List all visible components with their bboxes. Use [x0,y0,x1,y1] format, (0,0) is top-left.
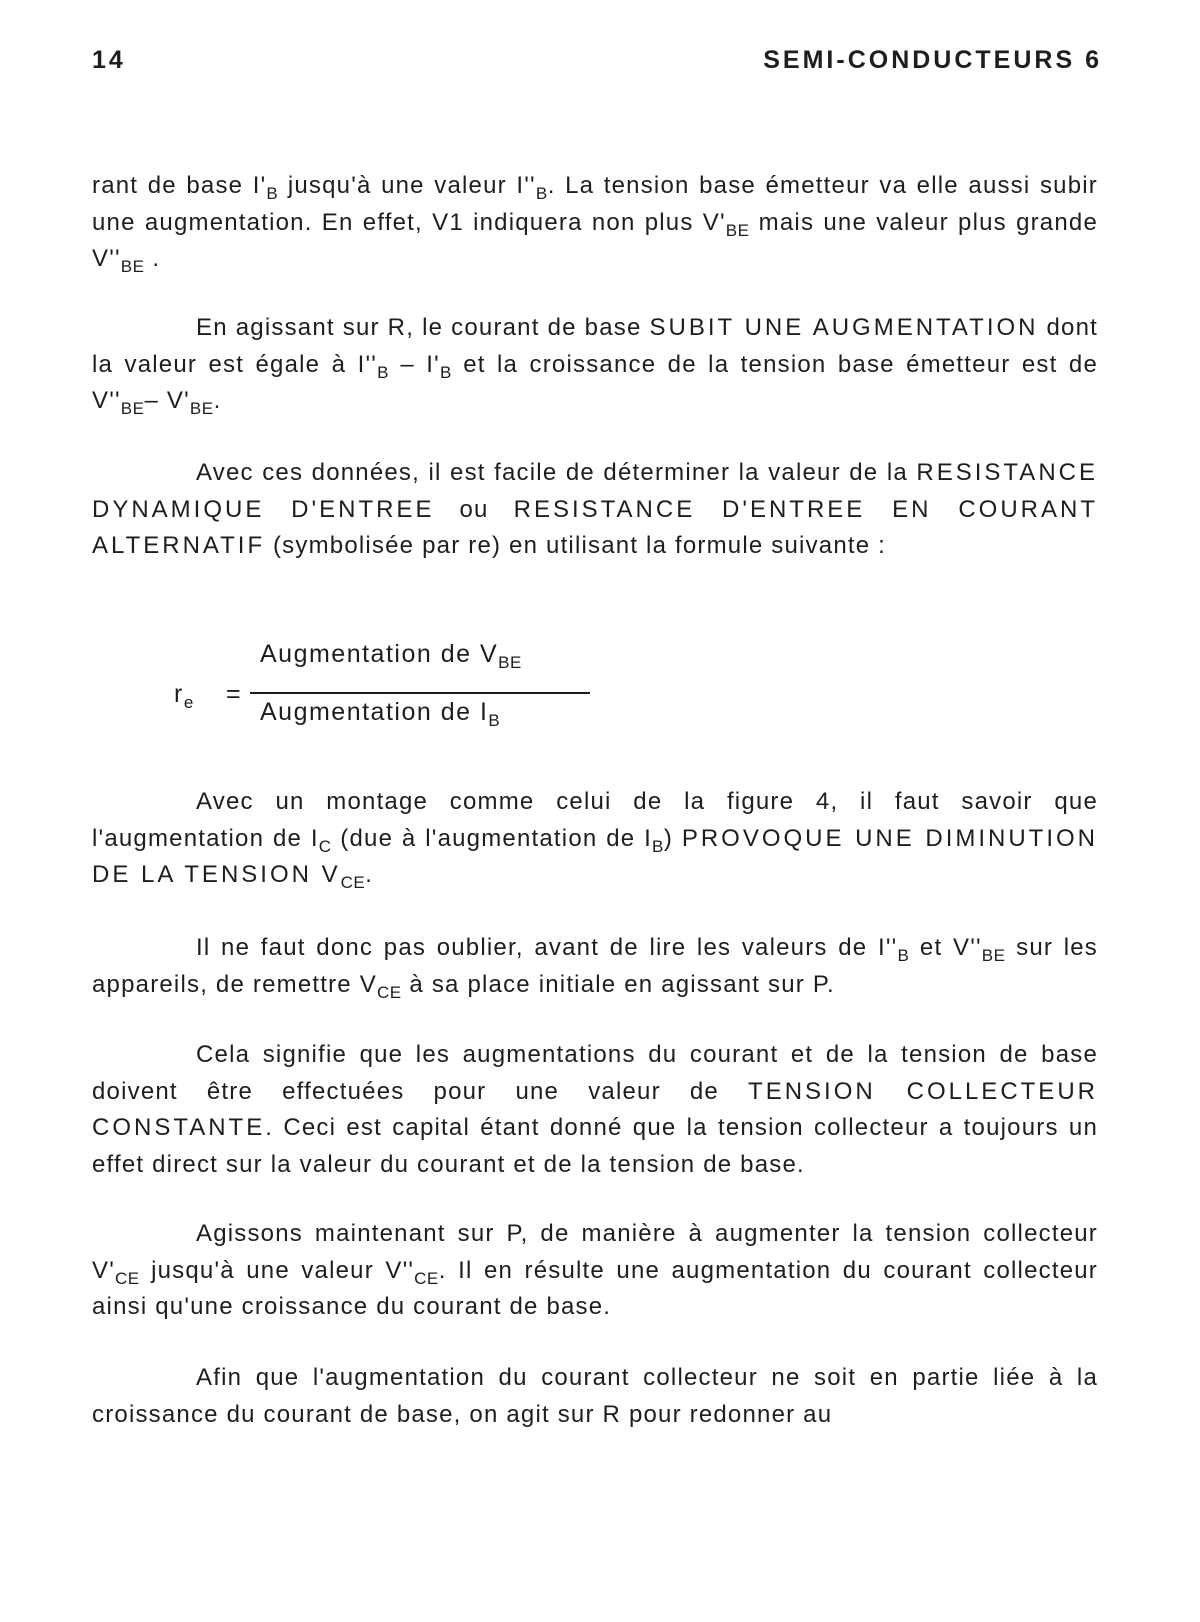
subscript: B [439,362,452,382]
text-run: Afin que l'augmentation du courant collecteur ne soit en partie liée à la croissance du courant de base, on agit sur R pour redonner au [92,1364,1098,1428]
subscript: BE [981,946,1006,965]
text-run: . La tension base émetteur va elle aussi subir une augmentation. En effet, V1 indiquera non plus V' [92,172,1098,236]
text-run: Avec un montage comme celui de la figure 4, il faut savoir que l'augmentation de I [92,788,1098,852]
text-run: rant de base I' [92,172,267,199]
emphasis-caps: TENSION COLLECTEUR CONSTANTE [92,1077,1098,1141]
paragraph-2 [92,310,1098,420]
subscript: CE [340,873,366,892]
text-run: jusqu'à une valeur I'' [278,172,536,199]
subscript: CE [414,1268,439,1288]
subscript: BE [120,257,145,276]
fraction-bar [250,692,590,694]
text-run: . [144,245,161,272]
subscript: BE [189,399,214,418]
subscript: BE [120,399,145,418]
text-run: ou [434,495,514,523]
paragraph-8 [92,1360,1098,1433]
paragraph-3 [92,455,1098,565]
subscript: B [897,946,910,965]
subscript: B [535,184,548,203]
text-run: – I' [388,350,440,378]
page-header [92,46,1102,75]
subscript: BE [725,220,750,240]
text-run: sur les appareils, de remettre V [92,934,1098,998]
subscript: C [318,836,332,856]
subscript: CE [115,1268,140,1288]
subscript: B [266,184,279,203]
text-run: . [213,387,222,414]
text-run: et la croissance de la tension base émetteur est de V'' [92,350,1098,414]
running-title: SEMI-CONDUCTEURS 6 [763,46,1102,74]
text-run: En agissant sur R, le courant de base [196,314,650,341]
emphasis-caps: PROVOQUE UNE DIMINUTION DE LA TENSION V [92,824,1099,888]
emphasis-caps: RESISTANCE DYNAMIQUE D'ENTREE [92,459,1098,523]
paragraph-4 [92,784,1098,894]
paragraph-5 [92,930,1098,1003]
paragraph-6 [92,1037,1098,1183]
text-run: mais une valeur plus grande V'' [92,208,1098,272]
paragraph-7 [92,1216,1098,1326]
re-formula [174,640,594,740]
emphasis-caps: RESISTANCE D'ENTREE EN COURANT ALTERNATIF [92,495,1098,559]
paragraph-1 [92,168,1098,278]
text-run: (due à l'augmentation de I [331,824,652,852]
formula-denominator: Augmentation de $I_B$ [260,698,501,730]
text-run: – V' [144,387,190,414]
text-run: ) [663,824,682,852]
text-run: Il ne faut donc pas oublier, avant de lire les valeurs de I'' [196,934,898,961]
formula-equals: = [226,680,243,708]
subscript: B [651,836,664,856]
formula-lhs: $r_e$ [174,680,194,712]
text-run: dont la valeur est égale à I'' [92,314,1099,378]
text-run: jusqu'à une valeur V'' [139,1256,415,1284]
text-run: à sa place initiale en agissant sur P. [401,970,835,998]
text-run: Cela signifie que les augmentations du courant et de la tension de base doivent être effectuées pour une valeur de [92,1041,1098,1105]
text-run: Avec ces données, il est facile de déterminer la valeur de la [196,459,917,486]
page-number: 14 [92,46,126,74]
text-run: . Il en résulte une augmentation du courant collecteur ainsi qu'une croissance du courant de base. [92,1256,1098,1320]
text-run: (symbolisée par re) en utilisant la formule suivante : [265,532,887,559]
text-run: . [365,861,374,888]
emphasis-caps: SUBIT UNE AUGMENTATION [649,314,1039,341]
formula-numerator: Augmentation de $V_{BE}$ [260,640,522,672]
subscript: B [377,362,389,382]
text-run: et V'' [909,934,982,961]
text-run: . Ceci est capital étant donné que la tension collecteur a toujours un effet direct sur la valeur du courant et de la tension de base. [92,1114,1098,1178]
subscript: CE [376,982,402,1002]
text-run: Agissons maintenant sur P, de manière à augmenter la tension collecteur V' [92,1220,1098,1284]
